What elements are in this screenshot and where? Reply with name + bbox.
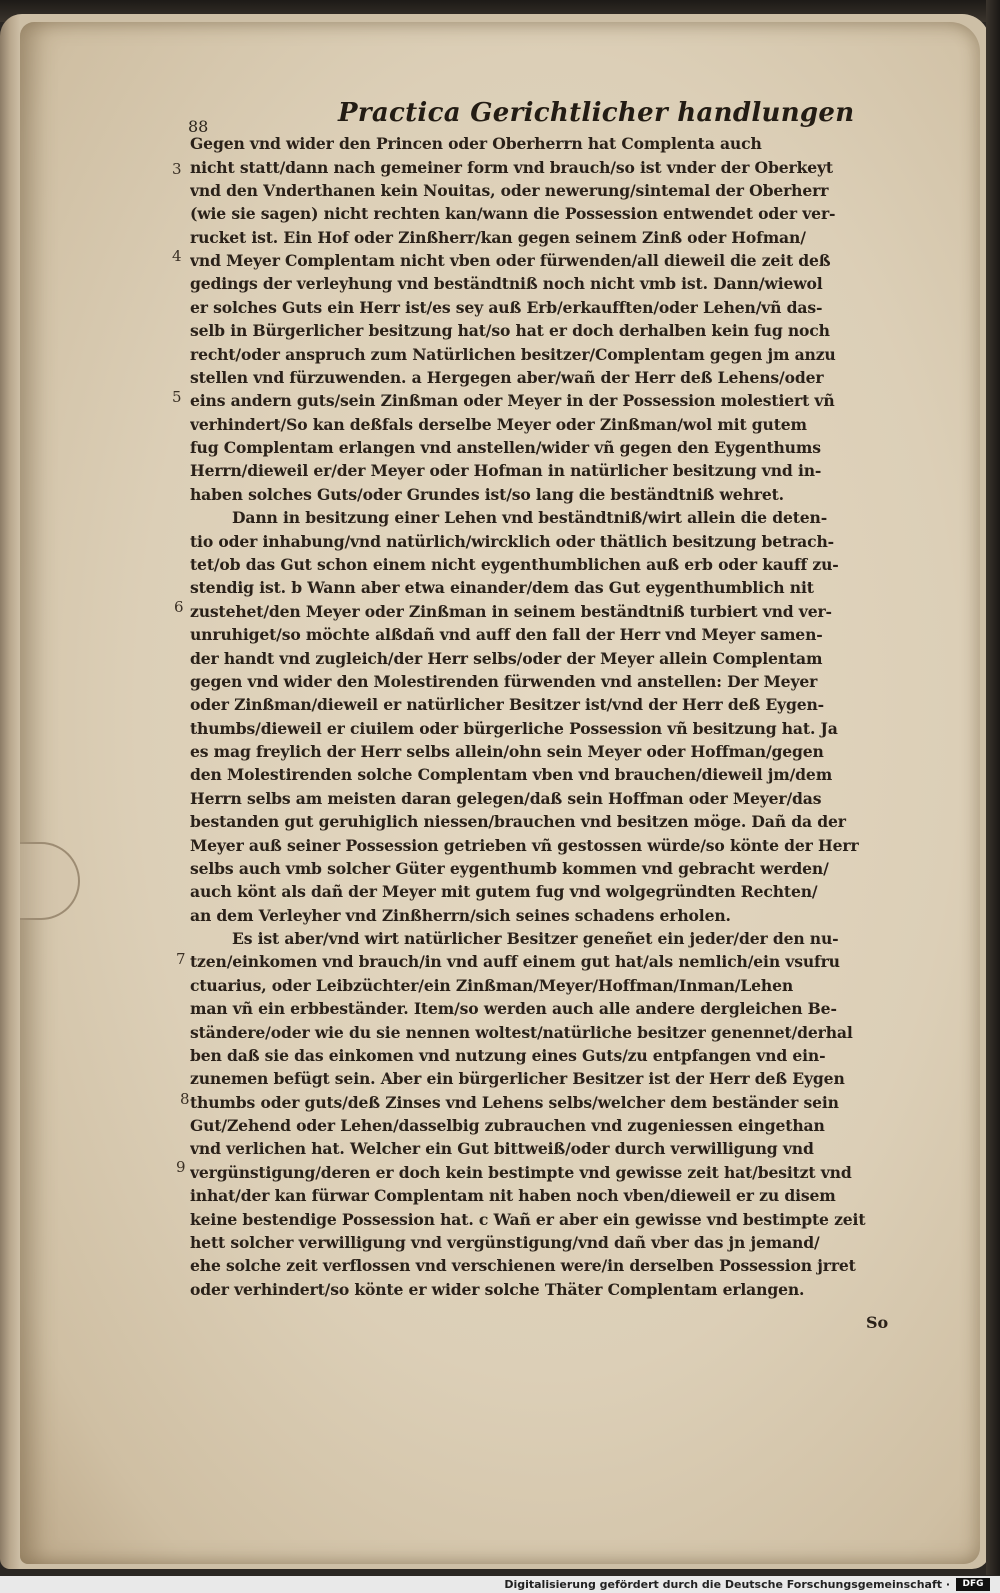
text-line: tio oder inhabung/vnd natürlich/wircklich oder thätlich besitzung betrach- <box>190 532 834 551</box>
text-line: thumbs oder guts/deß Zinses vnd Lehens selbs/welcher dem beständer sein <box>190 1093 839 1112</box>
text-line: selb in Bürgerlicher besitzung hat/so hat er doch derhalben kein fug noch <box>190 321 830 340</box>
page-number: 88 <box>188 117 209 136</box>
text-line: stendig ist. b Wann aber etwa einander/dem das Gut eygenthumblich nit <box>190 578 814 597</box>
text-line: gegen vnd wider den Molestirenden fürwenden vnd anstellen: Der Meyer <box>190 672 818 691</box>
text-line: hett solcher verwilligung vnd vergünstigung/vnd dañ vber das jn jemand/ <box>190 1233 820 1252</box>
text-line: man vñ ein erbbeständer. Item/so werden auch alle andere dergleichen Be- <box>190 999 837 1018</box>
margin-number: 6 <box>174 598 184 616</box>
footer-credit: Digitalisierung gefördert durch die Deutsche Forschungsgemeinschaft · <box>504 1578 950 1591</box>
text-line: fug Complentam erlangen vnd anstellen/wider vñ gegen den Eygenthums <box>190 438 821 457</box>
text-line: (wie sie sagen) nicht rechten kan/wann die Possession entwendet oder ver- <box>190 204 836 223</box>
running-title: Practica Gerichtlicher handlungen <box>338 98 855 128</box>
text-line: nicht statt/dann nach gemeiner form vnd brauch/so ist vnder der Oberkeyt <box>190 158 833 177</box>
text-line: ctuarius, oder Leibzüchter/ein Zinßman/Meyer/Hoffman/Inman/Lehen <box>190 976 794 995</box>
margin-number: 9 <box>176 1158 186 1176</box>
catchword: So <box>866 1313 889 1332</box>
text-line: verhindert/So kan deßfals derselbe Meyer oder Zinßman/wol mit gutem <box>190 415 807 434</box>
page-right-edge <box>986 0 1000 1575</box>
text-line: vergünstigung/deren er doch kein bestimpte vnd gewisse zeit hat/besitzt vnd <box>190 1163 852 1182</box>
text-line: auch könt als dañ der Meyer mit gutem fug vnd wolgegründten Rechten/ <box>190 882 818 901</box>
text-line: vnd den Vnderthanen kein Nouitas, oder newerung/sintemal der Oberherr <box>190 181 829 200</box>
text-line: vnd verlichen hat. Welcher ein Gut bittweiß/oder durch verwilligung vnd <box>190 1139 814 1158</box>
text-line: haben solches Guts/oder Grundes ist/so lang die beständtniß wehret. <box>190 485 784 504</box>
text-line: Gut/Zehend oder Lehen/dasselbig zubrauchen vnd zugeniessen eingethan <box>190 1116 825 1135</box>
text-line: inhat/der kan fürwar Complentam nit haben noch vben/dieweil er zu disem <box>190 1186 836 1205</box>
text-line: vnd Meyer Complentam nicht vben oder fürwenden/all dieweil die zeit deß <box>190 251 831 270</box>
text-line: ben daß sie das einkomen vnd nutzung eines Guts/zu entpfangen vnd ein- <box>190 1046 826 1065</box>
text-line: den Molestirenden solche Complentam vben vnd brauchen/dieweil jm/dem <box>190 765 833 784</box>
text-line: Dann in besitzung einer Lehen vnd beständtniß/wirt allein die deten- <box>232 508 828 527</box>
text-line: es mag freylich der Herr selbs allein/ohn sein Meyer oder Hoffman/gegen <box>190 742 824 761</box>
margin-number: 7 <box>176 950 186 968</box>
text-line: ständere/oder wie du sie nennen woltest/natürliche besitzer genennet/derhal <box>190 1023 853 1042</box>
text-line: recht/oder anspruch zum Natürlichen besitzer/Complentam gegen jm anzu <box>190 345 836 364</box>
text-line: keine bestendige Possession hat. c Wañ er aber ein gewisse vnd bestimpte zeit <box>190 1210 866 1229</box>
text-line: gedings der verleyhung vnd beständtniß noch nicht vmb ist. Dann/wiewol <box>190 274 823 293</box>
page-clasp-mark <box>20 842 80 920</box>
dfg-logo: DFG <box>956 1578 990 1591</box>
text-line: Herrn/dieweil er/der Meyer oder Hofman in natürlicher besitzung vnd in- <box>190 461 822 480</box>
text-line: zustehet/den Meyer oder Zinßman in seinem beständtniß turbiert vnd ver- <box>190 602 832 621</box>
text-line: rucket ist. Ein Hof oder Zinßherr/kan gegen seinem Zinß oder Hofman/ <box>190 228 806 247</box>
text-line: Meyer auß seiner Possession getrieben vñ gestossen würde/so könte der Herr <box>190 836 859 855</box>
text-line: stellen vnd fürzuwenden. a Hergegen aber/wañ der Herr deß Lehens/oder <box>190 368 824 387</box>
text-line: zunemen befügt sein. Aber ein bürgerlicher Besitzer ist der Herr deß Eygen <box>190 1069 845 1088</box>
text-line: Gegen vnd wider den Princen oder Oberherrn hat Complenta auch <box>190 134 762 153</box>
margin-number: 8 <box>180 1090 190 1108</box>
text-line: oder verhindert/so könte er wider solche Thäter Complentam erlangen. <box>190 1280 805 1299</box>
text-line: oder Zinßman/dieweil er natürlicher Besitzer ist/vnd der Herr deß Eygen- <box>190 695 825 714</box>
margin-number: 4 <box>172 247 182 265</box>
margin-number: 5 <box>172 388 182 406</box>
text-line: er solches Guts ein Herr ist/es sey auß Erb/erkaufften/oder Lehen/vñ das- <box>190 298 823 317</box>
text-line: der handt vnd zugleich/der Herr selbs/oder der Meyer allein Complentam <box>190 649 823 668</box>
margin-number: 3 <box>172 160 182 178</box>
text-line: eins andern guts/sein Zinßman oder Meyer in der Possession molestiert vñ <box>190 391 835 410</box>
text-line: thumbs/dieweil er ciuilem oder bürgerliche Possession vñ besitzung hat. Ja <box>190 719 838 738</box>
text-line: Es ist aber/vnd wirt natürlicher Besitzer geneñet ein jeder/der den nu- <box>232 929 839 948</box>
text-line: selbs auch vmb solcher Güter eygenthumb kommen vnd gebracht werden/ <box>190 859 829 878</box>
text-line: Herrn selbs am meisten daran gelegen/daß sein Hoffman oder Meyer/das <box>190 789 822 808</box>
text-line: tzen/einkomen vnd brauch/in vnd auff einem gut hat/als nemlich/ein vsufru <box>190 952 840 971</box>
text-line: bestanden gut geruhiglich niessen/brauchen vnd besitzen möge. Dañ da der <box>190 812 846 831</box>
text-line: unruhiget/so möchte alßdañ vnd auff den fall der Herr vnd Meyer samen- <box>190 625 823 644</box>
text-line: ehe solche zeit verflossen vnd verschienen were/in derselben Possession jrret <box>190 1256 856 1275</box>
text-line: an dem Verleyher vnd Zinßherrn/sich seines schadens erholen. <box>190 906 731 925</box>
text-line: tet/ob das Gut schon einem nicht eygenthumblichen auß erb oder kauff zu- <box>190 555 839 574</box>
